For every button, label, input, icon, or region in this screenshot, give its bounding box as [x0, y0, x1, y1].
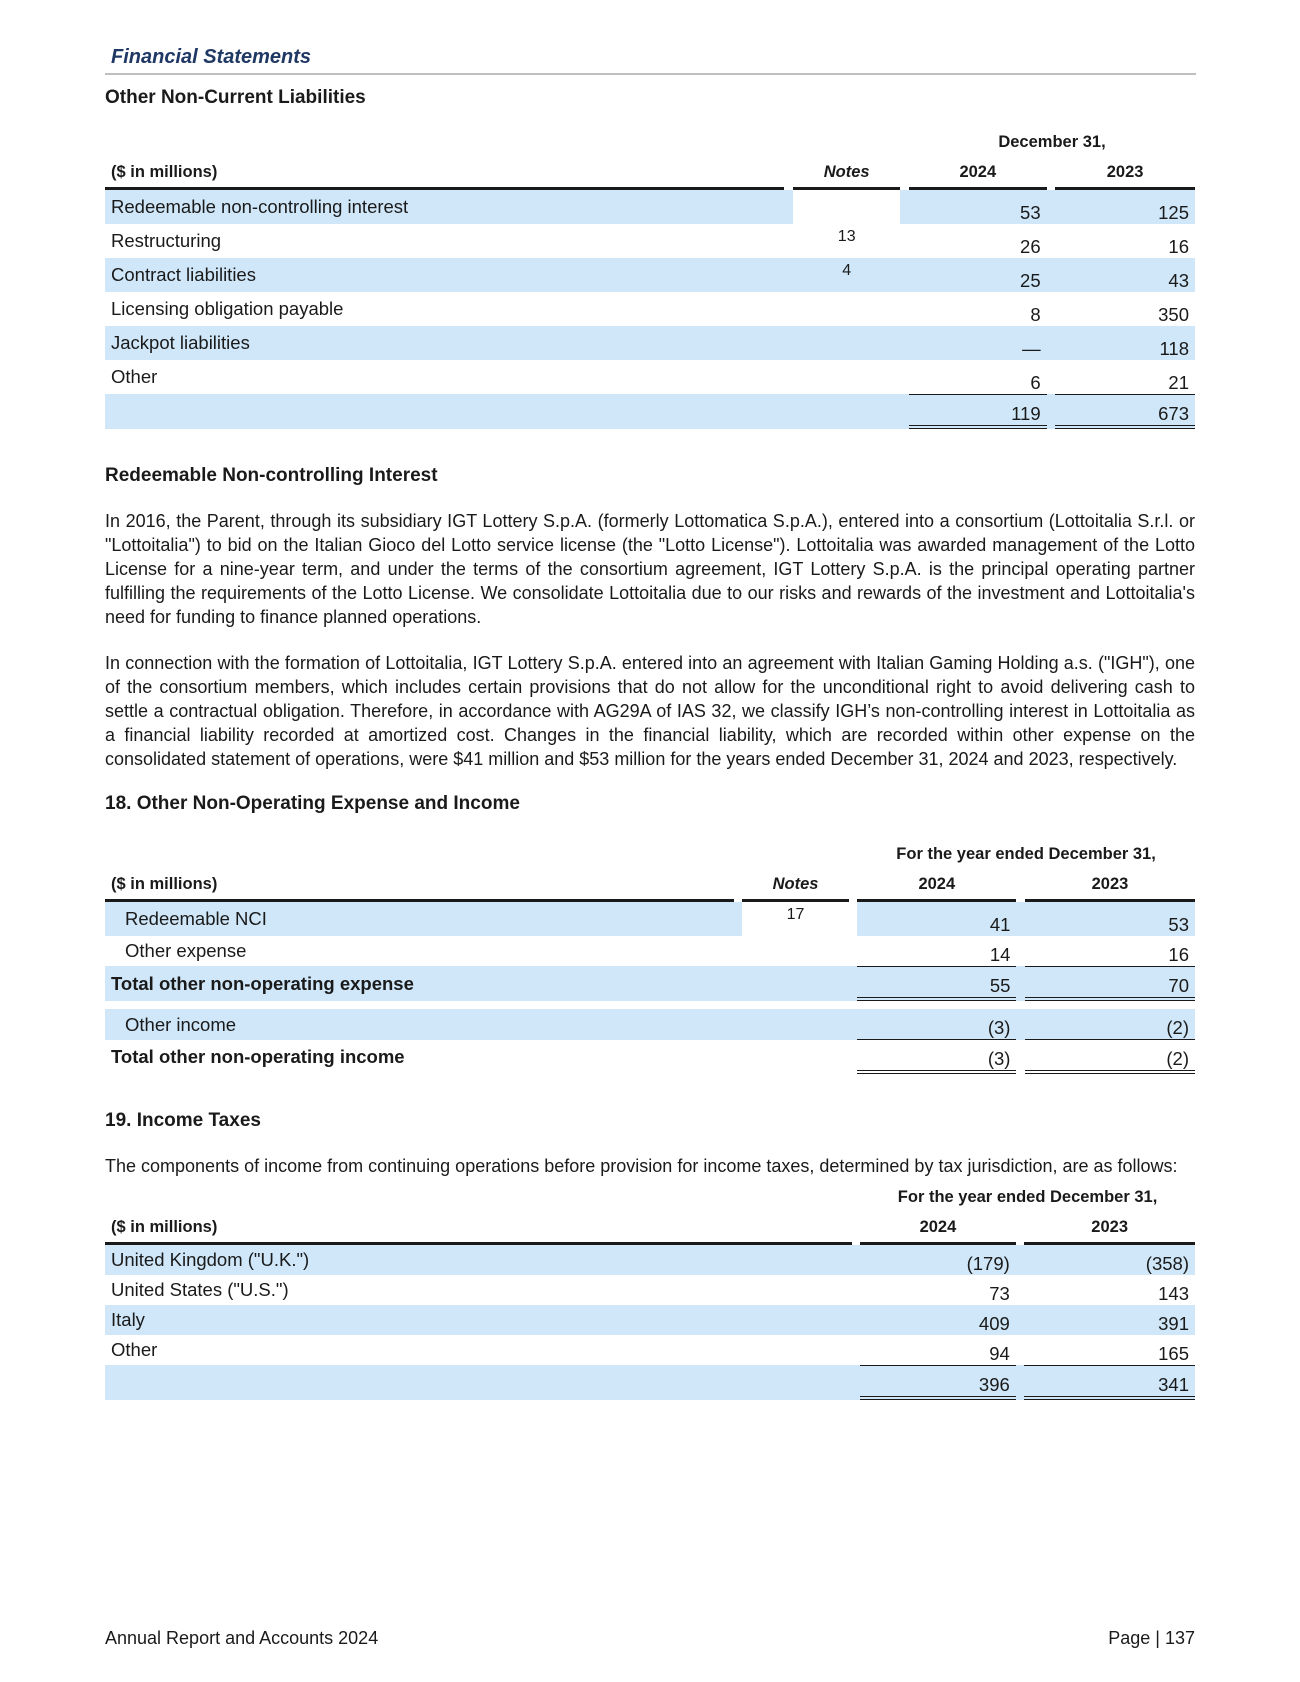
row-notes [793, 326, 900, 360]
tax-col-label: ($ in millions) [105, 1212, 852, 1245]
row-value-2024: (3) [857, 1009, 1016, 1040]
row-label: Contract liabilities [105, 258, 784, 292]
table-row [105, 1275, 1195, 1305]
row-value-2023: 125 [1055, 190, 1195, 224]
row-value-2024: 409 [860, 1305, 1016, 1335]
total-row [105, 1365, 1195, 1400]
row-value-2023: 43 [1055, 258, 1195, 292]
row-value-2024: (179) [860, 1245, 1016, 1275]
nonop-col-notes: Notes [742, 869, 848, 902]
nonop-table [105, 839, 1195, 1074]
row-value-2024: 8 [1030, 304, 1041, 325]
row-label: Other [111, 1339, 158, 1360]
tax-intro: The components of income from continuing operations before provision for income taxes, determined by tax jurisdiction, are as follows: [105, 1156, 1178, 1176]
row-value-2024: 94 [989, 1343, 1010, 1364]
row-value-2023: 350 [1158, 304, 1189, 325]
table-row [105, 1009, 1195, 1040]
row-value-2024: 73 [989, 1283, 1010, 1304]
row-value-2024: 25 [909, 258, 1047, 292]
row-label: Other [111, 366, 158, 387]
tax-heading: 19. Income Taxes [105, 1110, 261, 1131]
row-label: Restructuring [111, 230, 222, 251]
nonop-col-2024: 2024 [857, 869, 1016, 902]
row-notes: 4 [793, 258, 900, 292]
row-value-2024: — [909, 326, 1047, 360]
total-2024: 396 [860, 1365, 1016, 1400]
footer-report-title: Annual Report and Accounts 2024 [105, 1628, 379, 1648]
row-value-2024: 41 [857, 902, 1016, 936]
table-row [105, 1335, 1195, 1365]
row-value-2024: 26 [1020, 236, 1041, 257]
liabilities-heading: Other Non-Current Liabilities [105, 87, 366, 108]
tax-table [105, 1182, 1195, 1400]
liabilities-col-notes: Notes [793, 157, 900, 190]
tax-col-2024: 2024 [860, 1212, 1016, 1245]
total-row [105, 1040, 1195, 1074]
tax-col-2023: 2023 [1024, 1212, 1195, 1245]
total-2023: (2) [1025, 1040, 1195, 1074]
table-row [105, 258, 1195, 292]
nci-heading: Redeemable Non-controlling Interest [105, 465, 438, 486]
liabilities-super-header: December 31, [998, 132, 1106, 151]
row-notes [793, 292, 900, 326]
row-value-2024: 53 [909, 190, 1047, 224]
liabilities-table [105, 127, 1195, 429]
nonop-heading: 18. Other Non-Operating Expense and Income [105, 793, 520, 814]
nonop-super-header: For the year ended December 31, [896, 844, 1156, 863]
nci-paragraph-1: In 2016, the Parent, through its subsidiary IGT Lottery S.p.A. (formerly Lottomatica S.p.A.), entered into a consortium (Lottoitalia S.r.l. or "Lottoitalia") to bid on the Italian Gioco del Lotto service license (the "Lotto License"). Lottoitalia was awarded management of the Lotto License for a nine-year term, and under the terms of the consortium agreement, IGT Lottery S.p.A. is the principal operating partner fulfilling the requirements of the Lotto License. We consolidate Lottoitalia due to our risks and rewards of the investment and Lottoitalia's need for funding to finance planned operations. [105, 511, 1195, 627]
row-value-2023: 16 [1168, 236, 1189, 257]
table-row [105, 190, 1195, 224]
row-value-2024: 14 [989, 944, 1011, 965]
nonop-col-2023: 2023 [1025, 869, 1195, 902]
table-row [105, 1245, 1195, 1275]
nci-paragraph-2: In connection with the formation of Lottoitalia, IGT Lottery S.p.A. entered into an agreement with Italian Gaming Holding a.s. ("IGH"), one of the consortium members, which includes certain provisions that do not allow for the unconditional right to avoid delivering cash to settle a contractual obligation. Therefore, in accordance with AG29A of IAS 32, we classify IGH’s non-controlling interest in Lottoitalia as a financial liability recorded at amortized cost. Changes in the financial liability, which are recorded within other expense on the consolidated statement of operations, were $41 million and $53 million for the years ended December 31, 2024 and 2023, respectively. [105, 653, 1195, 769]
row-label: Jackpot liabilities [105, 326, 784, 360]
total-2023: 341 [1024, 1365, 1195, 1400]
row-label: Licensing obligation payable [111, 298, 344, 319]
row-label: Redeemable non-controlling interest [105, 190, 784, 224]
row-notes [793, 360, 900, 394]
row-notes [793, 190, 900, 224]
row-value-2023: 165 [1158, 1343, 1189, 1364]
row-value-2023: 143 [1158, 1283, 1189, 1304]
total-row [105, 394, 1195, 429]
row-value-2024: 6 [1030, 372, 1041, 393]
total-2024: 119 [909, 394, 1047, 429]
liabilities-col-label: ($ in millions) [105, 157, 784, 190]
row-label: United Kingdom ("U.K.") [105, 1245, 852, 1275]
row-label: Total other non-operating expense [105, 966, 734, 1001]
footer-page-number: Page | 137 [1108, 1628, 1195, 1648]
page-header-title: Financial Statements [105, 46, 1196, 75]
table-row [105, 292, 1195, 326]
row-value-2023: 118 [1055, 326, 1195, 360]
table-row [105, 902, 1195, 936]
row-value-2023: (358) [1024, 1245, 1195, 1275]
row-label: Other income [105, 1009, 734, 1040]
tax-super-header: For the year ended December 31, [897, 1187, 1158, 1206]
total-row [105, 966, 1195, 1001]
row-notes: 17 [786, 906, 805, 923]
table-row [105, 1305, 1195, 1335]
table-row [105, 360, 1195, 394]
liabilities-col-2023: 2023 [1055, 157, 1195, 190]
row-value-2023: 53 [1025, 902, 1195, 936]
row-label: Italy [105, 1305, 852, 1335]
nonop-col-label: ($ in millions) [105, 869, 734, 902]
liabilities-col-2024: 2024 [909, 157, 1047, 190]
row-value-2023: 21 [1168, 372, 1189, 393]
row-label: United States ("U.S.") [111, 1279, 289, 1300]
row-notes: 13 [837, 228, 856, 245]
row-label: Redeemable NCI [105, 902, 734, 936]
row-label: Other expense [125, 940, 247, 961]
row-value-2023: 16 [1168, 944, 1189, 965]
total-2024: (3) [857, 1040, 1016, 1074]
total-2024: 55 [857, 966, 1016, 1001]
total-2023: 673 [1055, 394, 1195, 429]
table-row [105, 224, 1195, 258]
table-row [105, 936, 1195, 966]
total-2023: 70 [1025, 966, 1195, 1001]
page-footer [105, 1628, 1195, 1649]
row-label: Total other non-operating income [111, 1046, 405, 1067]
page-content [105, 46, 1195, 1400]
row-value-2023: 391 [1024, 1305, 1195, 1335]
table-row [105, 326, 1195, 360]
row-value-2023: (2) [1025, 1009, 1195, 1040]
